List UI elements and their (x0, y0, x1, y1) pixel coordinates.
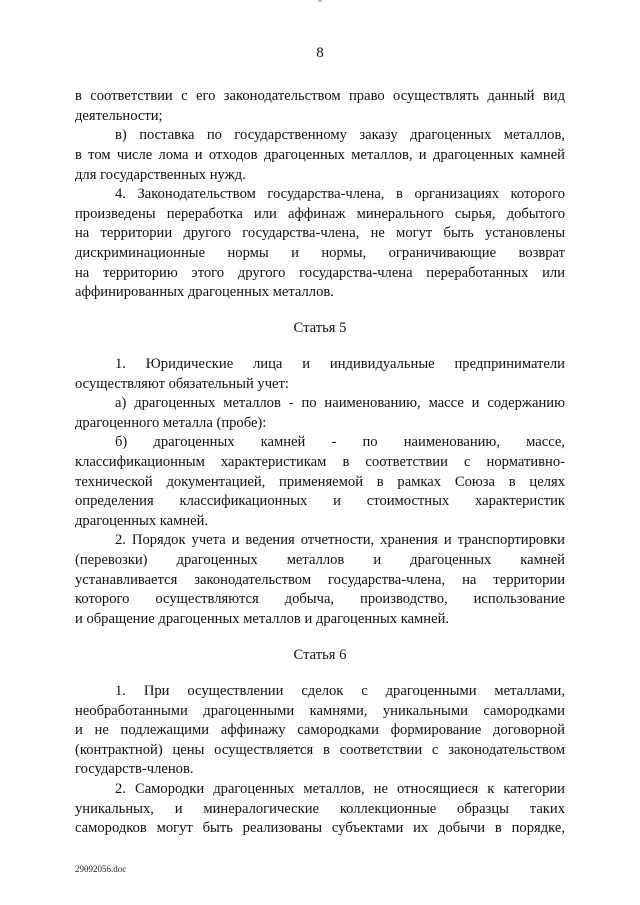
text-line: в) поставка по государственному заказу драгоценных металлов, (115, 127, 565, 143)
text-line: (контрактной) цены осуществляется в соответствии с законодательством (75, 742, 565, 758)
text-line: на территорию этого другого государства-члена переработанных или (75, 265, 565, 281)
text-line: технической документацией, применяемой в рамках Союза в целях (75, 474, 565, 490)
text-line: деятельности; (75, 108, 163, 124)
text-line: устанавливается законодательством государства-члена, на территории (75, 572, 565, 588)
text-line: аффинированных драгоценных металлов. (75, 284, 334, 300)
text-line: и обращение драгоценных металлов и драгоценных камней. (75, 611, 450, 627)
text-line: 1. Юридические лица и индивидуальные предприниматели (115, 356, 565, 372)
text-line: а) драгоценных металлов - по наименованию, массе и содержанию (115, 395, 565, 411)
text-line: 1. При осуществлении сделок с драгоценными металлами, (115, 683, 565, 699)
text-line: классификационным характеристикам в соответствии с нормативно- (75, 454, 565, 470)
text-line: определения классификационных и стоимостных характеристик (75, 493, 565, 509)
text-line: необработанными драгоценными камнями, уникальными самородками (75, 703, 565, 719)
text-line: на территории другого государства-члена, не могут быть установлены (75, 225, 565, 241)
text-line: произведены переработка или аффинаж минерального сырья, добытого (75, 206, 565, 222)
page-number: 8 (316, 45, 324, 61)
text-line: 2. Самородки драгоценных металлов, не относящиеся к категории (115, 781, 565, 797)
text-line: государств-членов. (75, 761, 194, 777)
text-line: в том числе лома и отходов драгоценных металлов, и драгоценных камней (75, 147, 565, 163)
text-line: для государственных нужд. (75, 167, 246, 183)
text-line: (перевозки) драгоценных металлов и драгоценных камней (75, 552, 565, 568)
article-heading: Статья 6 (293, 647, 347, 663)
text-line: дискриминационные нормы и нормы, ограничивающие возврат (75, 245, 565, 261)
text-line: уникальных, и минералогические коллекционные образцы таких (75, 801, 565, 817)
text-line: драгоценного металла (пробе): (75, 415, 267, 431)
text-line: и не подлежащими аффинажу самородками формирование договорной (75, 722, 565, 738)
text-line: которого осуществляются добыча, производство, использование (75, 591, 565, 607)
text-line: самородков могут быть реализованы субъектами их добычи в порядке, (75, 820, 565, 836)
text-line: 2. Порядок учета и ведения отчетности, хранения и транспортировки (115, 532, 565, 548)
text-line: осуществляют обязательный учет: (75, 376, 289, 392)
document-file-code: 29092056.doc (75, 864, 127, 874)
article-heading: Статья 5 (293, 320, 347, 336)
scan-mark (318, 0, 322, 2)
text-line: б) драгоценных камней - по наименованию, массе, (115, 434, 565, 450)
text-line: в соответствии с его законодательством право осуществлять данный вид (75, 88, 565, 104)
text-line: 4. Законодательством государства-члена, в организациях которого (115, 186, 565, 202)
text-line: драгоценных камней. (75, 513, 209, 529)
